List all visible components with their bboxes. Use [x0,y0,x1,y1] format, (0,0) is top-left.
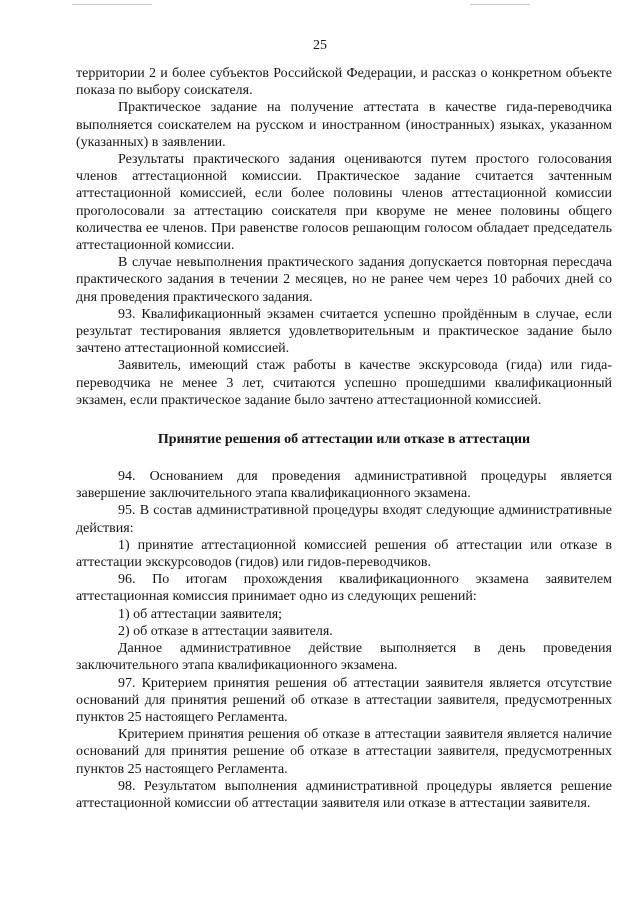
paragraph: Критерием принятия решения об отказе в аттестации заявителя является наличие оснований для принятия решение об отказе в аттестации заявителя, предусмотренных пунктов 25 настоящего Регламента. [76,727,612,777]
paragraph: Практическое задание на получение аттестата в качестве гида-переводчика выполняется соискателем на русском и иностранном (иностранных) языках, указанном (указанных) в заявлении. [76,100,612,150]
paragraph: 98. Результатом выполнения административной процедуры является решение аттестационной комиссии об аттестации заявителя или отказе в аттестации заявителя. [76,778,612,811]
paragraph: Результаты практического задания оцениваются путем простого голосования членов аттестационной комиссии. Практическое задание считается зачтенным аттестационной комиссией, если более половины членов аттестационной комиссии проголосовали за аттестацию соискателя при кворуме не менее половины общего количества ее членов. При равенстве голосов решающим голосом обладает председатель аттестационной комиссии. [76,152,612,254]
paragraph: 1) принятие аттестационной комиссией решения об аттестации или отказе в аттестации экскурсоводов (гидов) или гидов-переводчиков. [76,537,612,571]
paragraph: 1) об аттестации заявителя; [118,606,283,622]
scan-artifact [470,4,530,5]
paragraph: 95. В состав административной процедуры входят следующие административные действия: [76,503,612,536]
paragraph: 2) об отказе в аттестации заявителя. [118,623,333,639]
paragraph: территории 2 и более субъектов Российской Федерации, и рассказ о конкретном объекте показа по выбору соискателя. [76,66,612,99]
paragraph: Заявитель, имеющий стаж работы в качестве экскурсовода (гида) или гида-переводчика не менее 3 лет, считаются успешно прошедшими квалификационный экзамен, если практическое задание было зачтено аттестационной комиссией. [76,358,612,408]
page-number: 25 [313,38,327,53]
paragraph: 96. По итогам прохождения квалификационного экзамена заявителем аттестационная комиссия принимает одно из следующих решений: [76,572,612,605]
paragraph: 93. Квалификационный экзамен считается успешно пройдённым в случае, если результат тестирования является удовлетворительным и практическое задание было зачтено аттестационной комиссией. [76,306,612,357]
paragraphs-before-heading [76,65,612,409]
scan-artifact [72,4,152,5]
document-body [76,65,612,812]
paragraph: Данное административное действие выполняется в день проведения заключительного этапа квалификационного экзамена. [76,641,612,674]
section-heading: Принятие решения об аттестации или отказе в аттестации [157,432,531,448]
paragraph: 94. Основанием для проведения административной процедуры является завершение заключительного этапа квалификационного экзамена. [76,469,612,502]
paragraph: В случае невыполнения практического задания допускается повторная пересдача практического задания в течении 2 месяцев, но не ранее чем через 10 рабочих дней со дня проведения практического задания. [76,255,612,305]
paragraphs-after-heading [76,468,612,812]
paragraph: 97. Критерием принятия решения об аттестации заявителя является отсутствие оснований для принятия решений об отказе в аттестации заявителя, предусмотренных пунктов 25 настоящего Регламента. [76,675,612,725]
